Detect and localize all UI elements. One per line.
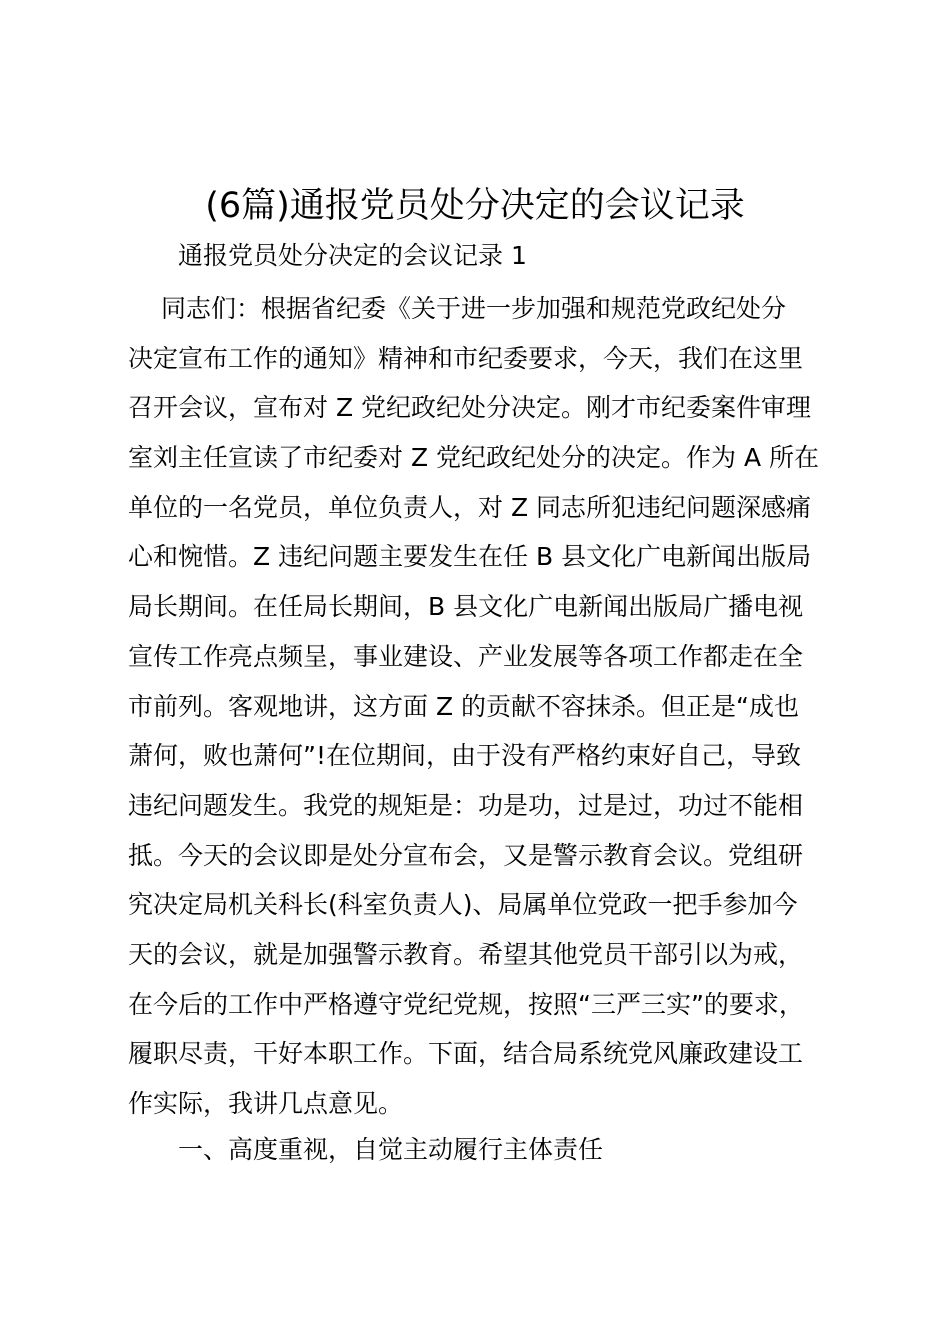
section-heading: 一、高度重视，自觉主动履行主体责任 bbox=[178, 1135, 604, 1164]
paragraph-line: 市前列。客观地讲，这方面 Z 的贡献不容抹杀。但正是“成也 bbox=[128, 691, 799, 721]
paragraph-line: 单位的一名党员，单位负责人，对 Z 同志所犯违纪问题深感痛 bbox=[128, 492, 812, 522]
paragraph-line: 在今后的工作中严格遵守党纪党规，按照“三严三实”的要求， bbox=[128, 989, 804, 1019]
paragraph-line: 抵。今天的会议即是处分宣布会，又是警示教育会议。党组研 bbox=[128, 840, 804, 870]
document-subtitle: 通报党员处分决定的会议记录 1 bbox=[178, 241, 527, 270]
paragraph-line: 宣传工作亮点频呈，事业建设、产业发展等各项工作都走在全 bbox=[128, 641, 804, 671]
paragraph-line: 局长期间。在任局长期间，B 县文化广电新闻出版局广播电视 bbox=[128, 592, 804, 622]
paragraph-line: 召开会议，宣布对 Z 党纪政纪处分决定。刚才市纪委案件审理 bbox=[128, 393, 812, 423]
paragraph-line: 作实际，我讲几点意见。 bbox=[128, 1089, 404, 1118]
document-title: (6篇)通报党员处分决定的会议记录 bbox=[205, 186, 745, 226]
paragraph-line: 违纪问题发生。我党的规矩是：功是功，过是过，功过不能相 bbox=[128, 790, 804, 820]
paragraph-line: 心和惋惜。Z 违纪问题主要发生在任 B 县文化广电新闻出版局 bbox=[128, 542, 812, 572]
paragraph-line: 室刘主任宣读了市纪委对 Z 党纪政纪处分的决定。作为 A 所在 bbox=[128, 443, 820, 473]
paragraph-line: 究决定局机关科长(科室负责人)、局属单位党政一把手参加今 bbox=[128, 890, 798, 920]
paragraph-line: 萧何，败也萧何”!在位期间，由于没有严格约束好自己，导致 bbox=[128, 741, 801, 771]
paragraph-line: 天的会议，就是加强警示教育。希望其他党员干部引以为戒， bbox=[128, 939, 804, 969]
paragraph-line: 同志们：根据省纪委《关于进一步加强和规范党政纪处分 bbox=[128, 294, 786, 323]
paragraph-line: 决定宣布工作的通知》精神和市纪委要求，今天，我们在这里 bbox=[128, 343, 804, 373]
paragraph-line: 履职尽责，干好本职工作。下面，结合局系统党风廉政建设工 bbox=[128, 1039, 804, 1069]
body-paragraph bbox=[128, 284, 848, 1129]
